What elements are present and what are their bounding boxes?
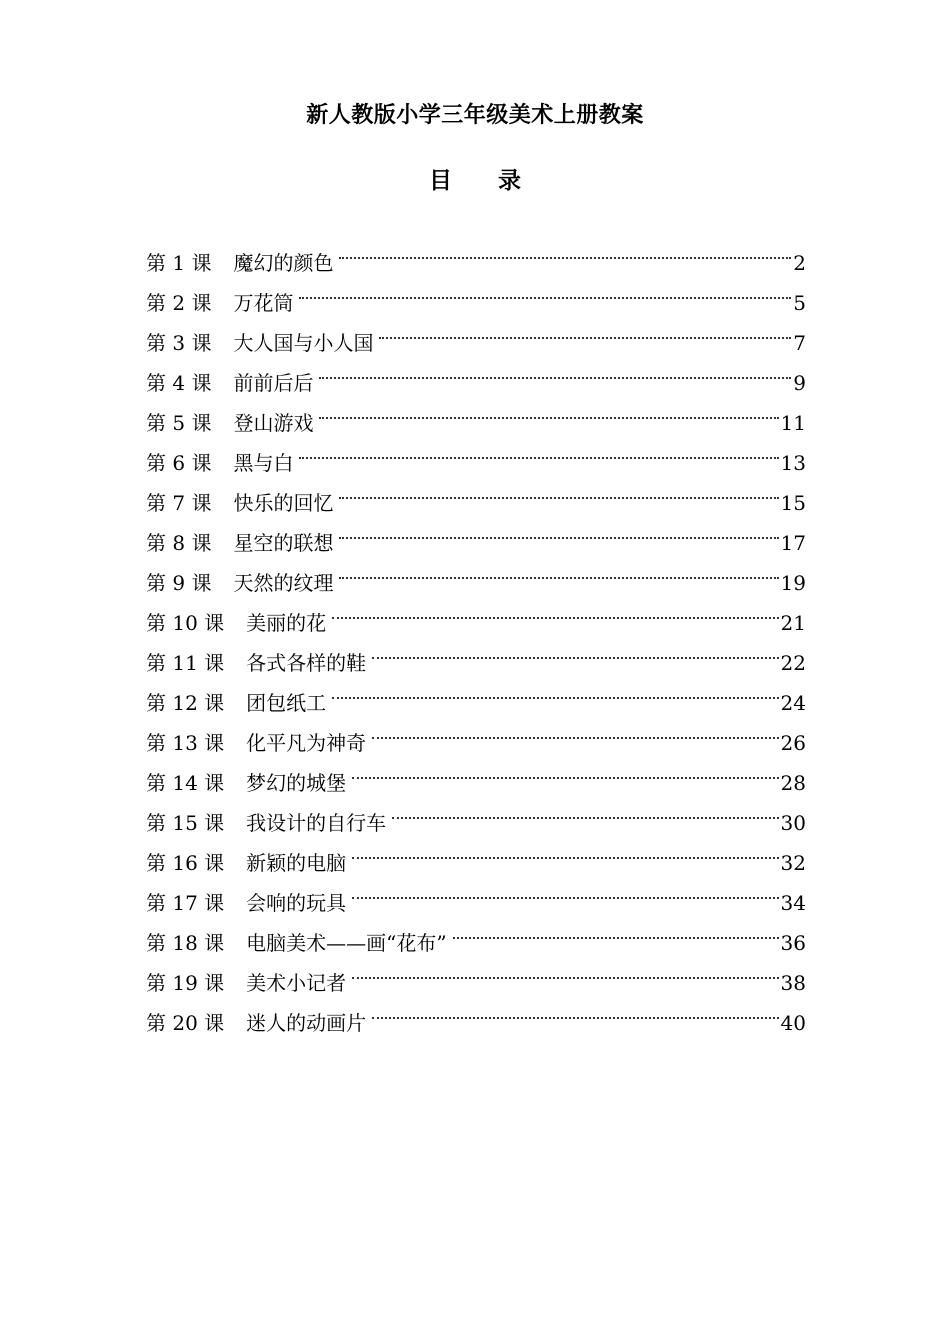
toc-page-number: 32: [780, 851, 806, 875]
toc-lesson-number: 第 1 课: [146, 251, 212, 275]
toc-lesson-number: 第 15 课: [146, 811, 225, 835]
table-of-contents: [146, 230, 806, 1035]
toc-lesson-title: 美丽的花: [246, 611, 327, 635]
toc-leader-dots: [299, 430, 778, 470]
toc-leader-dots: [339, 510, 778, 550]
toc-page-number: 22: [780, 651, 806, 675]
toc-lesson-number: 第 8 课: [146, 531, 212, 555]
toc-page-number: 7: [793, 331, 806, 355]
toc-lesson-number: 第 16 课: [146, 851, 225, 875]
toc-lesson-number: 第 5 课: [146, 411, 212, 435]
toc-lesson-number: 第 9 课: [146, 571, 212, 595]
toc-lesson-title: 登山游戏: [233, 411, 314, 435]
toc-lesson-title: 黑与白: [233, 451, 294, 475]
toc-page-number: 24: [780, 691, 806, 715]
toc-leader-dots: [319, 390, 778, 430]
toc-lesson-title: 快乐的回忆: [233, 491, 334, 515]
toc-page-number: 34: [780, 891, 806, 915]
toc-page-number: 28: [780, 771, 806, 795]
toc-lesson-number: 第 2 课: [146, 291, 212, 315]
toc-page-number: 40: [780, 1011, 806, 1035]
toc-lesson-title: 各式各样的鞋: [246, 651, 367, 675]
toc-page-number: 19: [780, 571, 806, 595]
toc-lesson-number: 第 10 课: [146, 611, 225, 635]
toc-lesson-title: 梦幻的城堡: [246, 771, 347, 795]
toc-leader-dots: [332, 590, 778, 630]
toc-leader-dots: [339, 230, 791, 270]
toc-lesson-title: 我设计的自行车: [246, 811, 387, 835]
toc-leader-dots: [352, 950, 778, 990]
toc-leader-dots: [372, 990, 778, 1030]
toc-lesson-title: 化平凡为神奇: [246, 731, 367, 755]
toc-lesson-number: 第 6 课: [146, 451, 212, 475]
toc-page-number: 2: [793, 251, 806, 275]
toc-lesson-title: 电脑美术——画“花布”: [246, 931, 447, 955]
toc-lesson-title: 前前后后: [233, 371, 314, 395]
toc-page-number: 11: [780, 411, 806, 435]
toc-lesson-title: 大人国与小人国: [233, 331, 374, 355]
toc-leader-dots: [339, 550, 778, 590]
toc-page-number: 30: [780, 811, 806, 835]
toc-leader-dots: [379, 310, 791, 350]
toc-leader-dots: [352, 750, 778, 790]
toc-lesson-number: 第 11 课: [146, 651, 225, 675]
toc-leader-dots: [299, 270, 791, 310]
toc-lesson-title: 星空的联想: [233, 531, 334, 555]
toc-lesson-number: 第 20 课: [146, 1011, 225, 1035]
toc-lesson-title: 美术小记者: [246, 971, 347, 995]
toc-lesson-number: 第 12 课: [146, 691, 225, 715]
toc-lesson-title: 魔幻的颜色: [233, 251, 334, 275]
toc-leader-dots: [372, 710, 778, 750]
toc-heading-char-1: 目: [429, 168, 452, 194]
toc-page-number: 5: [793, 291, 806, 315]
toc-lesson-title: 团包纸工: [246, 691, 327, 715]
toc-leader-dots: [453, 910, 779, 950]
toc-lesson-title: 会响的玩具: [246, 891, 347, 915]
toc-page-number: 13: [780, 451, 806, 475]
toc-leader-dots: [352, 830, 778, 870]
toc-page-number: 9: [793, 371, 806, 395]
toc-lesson-number: 第 4 课: [146, 371, 212, 395]
toc-lesson-number: 第 7 课: [146, 491, 212, 515]
toc-heading: [0, 163, 950, 199]
toc-lesson-title: 天然的纹理: [233, 571, 334, 595]
toc-leader-dots: [372, 630, 778, 670]
toc-lesson-title: 迷人的动画片: [246, 1011, 367, 1035]
toc-lesson-title: 新颖的电脑: [246, 851, 347, 875]
toc-page-number: 26: [780, 731, 806, 755]
toc-leader-dots: [319, 350, 791, 390]
toc-page-number: 21: [780, 611, 806, 635]
toc-page-number: 38: [780, 971, 806, 995]
toc-lesson-number: 第 13 课: [146, 731, 225, 755]
toc-lesson-title: 万花筒: [233, 291, 294, 315]
toc-entry[interactable]: [146, 230, 806, 275]
toc-lesson-number: 第 18 课: [146, 931, 225, 955]
toc-heading-char-2: 录: [498, 168, 521, 194]
document-title: 新人教版小学三年级美术上册教案: [306, 103, 644, 128]
toc-lesson-number: 第 17 课: [146, 891, 225, 915]
toc-lesson-number: 第 14 课: [146, 771, 225, 795]
toc-page-number: 15: [780, 491, 806, 515]
toc-page-number: 36: [780, 931, 806, 955]
toc-lesson-number: 第 3 课: [146, 331, 212, 355]
toc-leader-dots: [332, 670, 778, 710]
toc-leader-dots: [339, 470, 778, 510]
toc-leader-dots: [392, 790, 778, 830]
toc-page-number: 17: [780, 531, 806, 555]
toc-lesson-number: 第 19 课: [146, 971, 225, 995]
toc-leader-dots: [352, 870, 778, 910]
